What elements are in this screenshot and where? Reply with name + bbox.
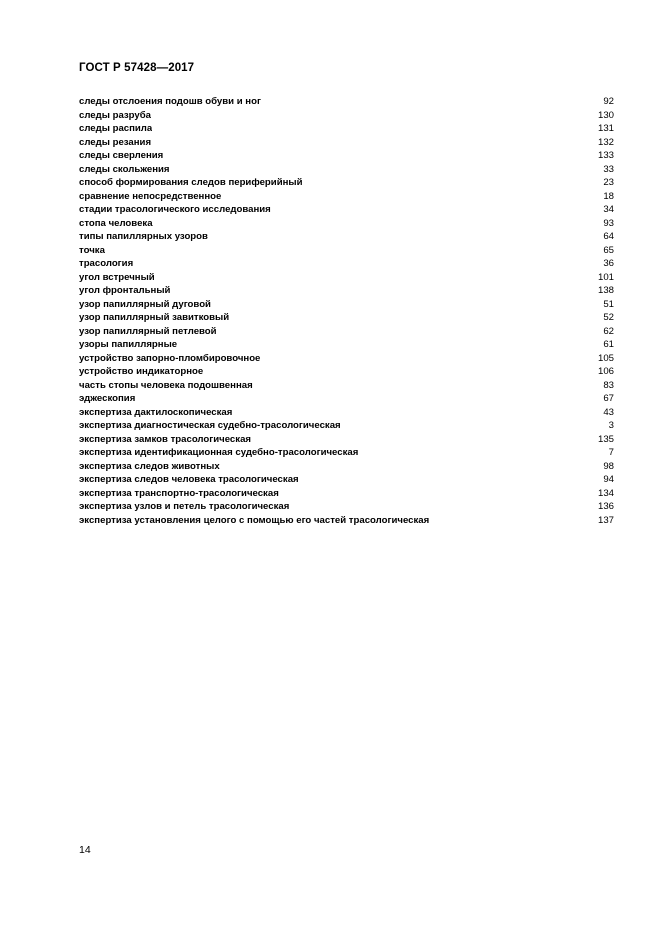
index-term: следы распила bbox=[79, 123, 153, 134]
index-term: узоры папиллярные bbox=[79, 339, 178, 350]
index-term: экспертиза следов животных bbox=[79, 460, 220, 472]
index-page-ref: 3 bbox=[608, 420, 614, 431]
index-entry bbox=[79, 136, 614, 150]
index-entry bbox=[79, 122, 614, 136]
index-entry bbox=[79, 176, 614, 190]
index-page-ref: 137 bbox=[597, 514, 614, 526]
index-term: экспертиза установления целого с помощью его частей трасологическая bbox=[79, 514, 430, 526]
index-term: экспертиза диагностическая судебно-трасологическая bbox=[79, 420, 341, 431]
page-number: 14 bbox=[79, 844, 91, 856]
index-page-ref: 52 bbox=[603, 312, 614, 323]
index-page-ref: 138 bbox=[597, 285, 614, 296]
page-header: ГОСТ Р 57428—2017 bbox=[79, 62, 195, 74]
index-page-ref: 62 bbox=[603, 325, 614, 337]
index-entry bbox=[79, 433, 614, 447]
index-term: стопа человека bbox=[79, 217, 153, 229]
index-page-ref: 36 bbox=[603, 258, 614, 269]
index-page-ref: 67 bbox=[603, 393, 614, 404]
index-term: эджескопия bbox=[79, 393, 136, 404]
index-term: устройство индикаторное bbox=[79, 366, 204, 377]
index-page-ref: 101 bbox=[597, 271, 614, 283]
index-term: экспертиза следов человека трасологическая bbox=[79, 474, 299, 485]
index-term: узор папиллярный петлевой bbox=[79, 325, 217, 337]
index-entry bbox=[79, 271, 614, 285]
index-term: узор папиллярный завитковый bbox=[79, 312, 230, 323]
index-term: экспертиза дактилоскопическая bbox=[79, 406, 233, 418]
index-page-ref: 132 bbox=[597, 136, 614, 148]
index-entry bbox=[79, 446, 614, 460]
index-entry bbox=[79, 230, 614, 244]
index-entry bbox=[79, 163, 614, 177]
index-term: следы скольжения bbox=[79, 163, 170, 175]
index-entry bbox=[79, 406, 614, 420]
index-entry bbox=[79, 257, 614, 271]
index-term: следы отслоения подошв обуви и ног bbox=[79, 96, 261, 107]
index-page-ref: 83 bbox=[603, 379, 614, 391]
index-term: устройство запорно-пломбировочное bbox=[79, 352, 261, 364]
index-page-ref: 106 bbox=[597, 366, 614, 377]
index-entry bbox=[79, 217, 614, 231]
index-page-ref: 64 bbox=[603, 231, 614, 242]
index-entry bbox=[79, 325, 614, 339]
index-page-ref: 34 bbox=[603, 204, 614, 215]
index-entry bbox=[79, 500, 614, 514]
index-entry bbox=[79, 203, 614, 217]
index-entry bbox=[79, 487, 614, 501]
index-page-ref: 105 bbox=[597, 352, 614, 364]
index-term: экспертиза транспортно-трасологическая bbox=[79, 487, 279, 499]
index-page-ref: 43 bbox=[603, 406, 614, 418]
index-page-ref: 92 bbox=[603, 96, 614, 107]
index-page-ref: 135 bbox=[597, 433, 614, 445]
index-entry bbox=[79, 514, 614, 528]
index-term: способ формирования следов периферийный bbox=[79, 177, 303, 188]
index-term: стадии трасологического исследования bbox=[79, 204, 271, 215]
index-page-ref: 131 bbox=[597, 123, 614, 134]
index-term: трасология bbox=[79, 258, 134, 269]
index-page-ref: 94 bbox=[603, 474, 614, 485]
index-entry bbox=[79, 109, 614, 123]
index-entry bbox=[79, 298, 614, 312]
index-entry bbox=[79, 365, 614, 379]
index-page-ref: 61 bbox=[603, 339, 614, 350]
index-page-ref: 130 bbox=[597, 109, 614, 121]
index-entry bbox=[79, 95, 614, 109]
index-page-ref: 7 bbox=[608, 447, 614, 458]
index-entry bbox=[79, 419, 614, 433]
index-page-ref: 98 bbox=[603, 460, 614, 472]
index-entry bbox=[79, 379, 614, 393]
index-entry bbox=[79, 284, 614, 298]
index-entry bbox=[79, 190, 614, 204]
index-entry bbox=[79, 392, 614, 406]
index-page-ref: 51 bbox=[603, 298, 614, 310]
index-term: следы сверления bbox=[79, 150, 164, 161]
index-page-ref: 133 bbox=[597, 150, 614, 161]
index-page-ref: 18 bbox=[603, 190, 614, 202]
index-page-ref: 23 bbox=[603, 177, 614, 188]
index-page-ref: 93 bbox=[603, 217, 614, 229]
index-term: типы папиллярных узоров bbox=[79, 231, 208, 242]
index-term: точка bbox=[79, 244, 105, 256]
index-page-ref: 65 bbox=[603, 244, 614, 256]
index-entry bbox=[79, 311, 614, 325]
index-term: узор папиллярный дуговой bbox=[79, 298, 211, 310]
index-entry bbox=[79, 149, 614, 163]
index-term: сравнение непосредственное bbox=[79, 190, 222, 202]
index-term: экспертиза замков трасологическая bbox=[79, 433, 252, 445]
index-page-ref: 134 bbox=[597, 487, 614, 499]
index-term: угол фронтальный bbox=[79, 285, 171, 296]
index-term: экспертиза идентификационная судебно-трасологическая bbox=[79, 447, 359, 458]
index-entry bbox=[79, 244, 614, 258]
alphabetical-index-list bbox=[79, 95, 614, 527]
index-entry bbox=[79, 473, 614, 487]
index-term: следы разруба bbox=[79, 109, 151, 121]
index-entry bbox=[79, 352, 614, 366]
index-entry bbox=[79, 460, 614, 474]
index-page-ref: 33 bbox=[603, 163, 614, 175]
index-term: экспертиза узлов и петель трасологическая bbox=[79, 501, 290, 512]
index-page-ref: 136 bbox=[597, 501, 614, 512]
index-entry bbox=[79, 338, 614, 352]
index-term: следы резания bbox=[79, 136, 152, 148]
index-term: часть стопы человека подошвенная bbox=[79, 379, 253, 391]
index-term: угол встречный bbox=[79, 271, 155, 283]
